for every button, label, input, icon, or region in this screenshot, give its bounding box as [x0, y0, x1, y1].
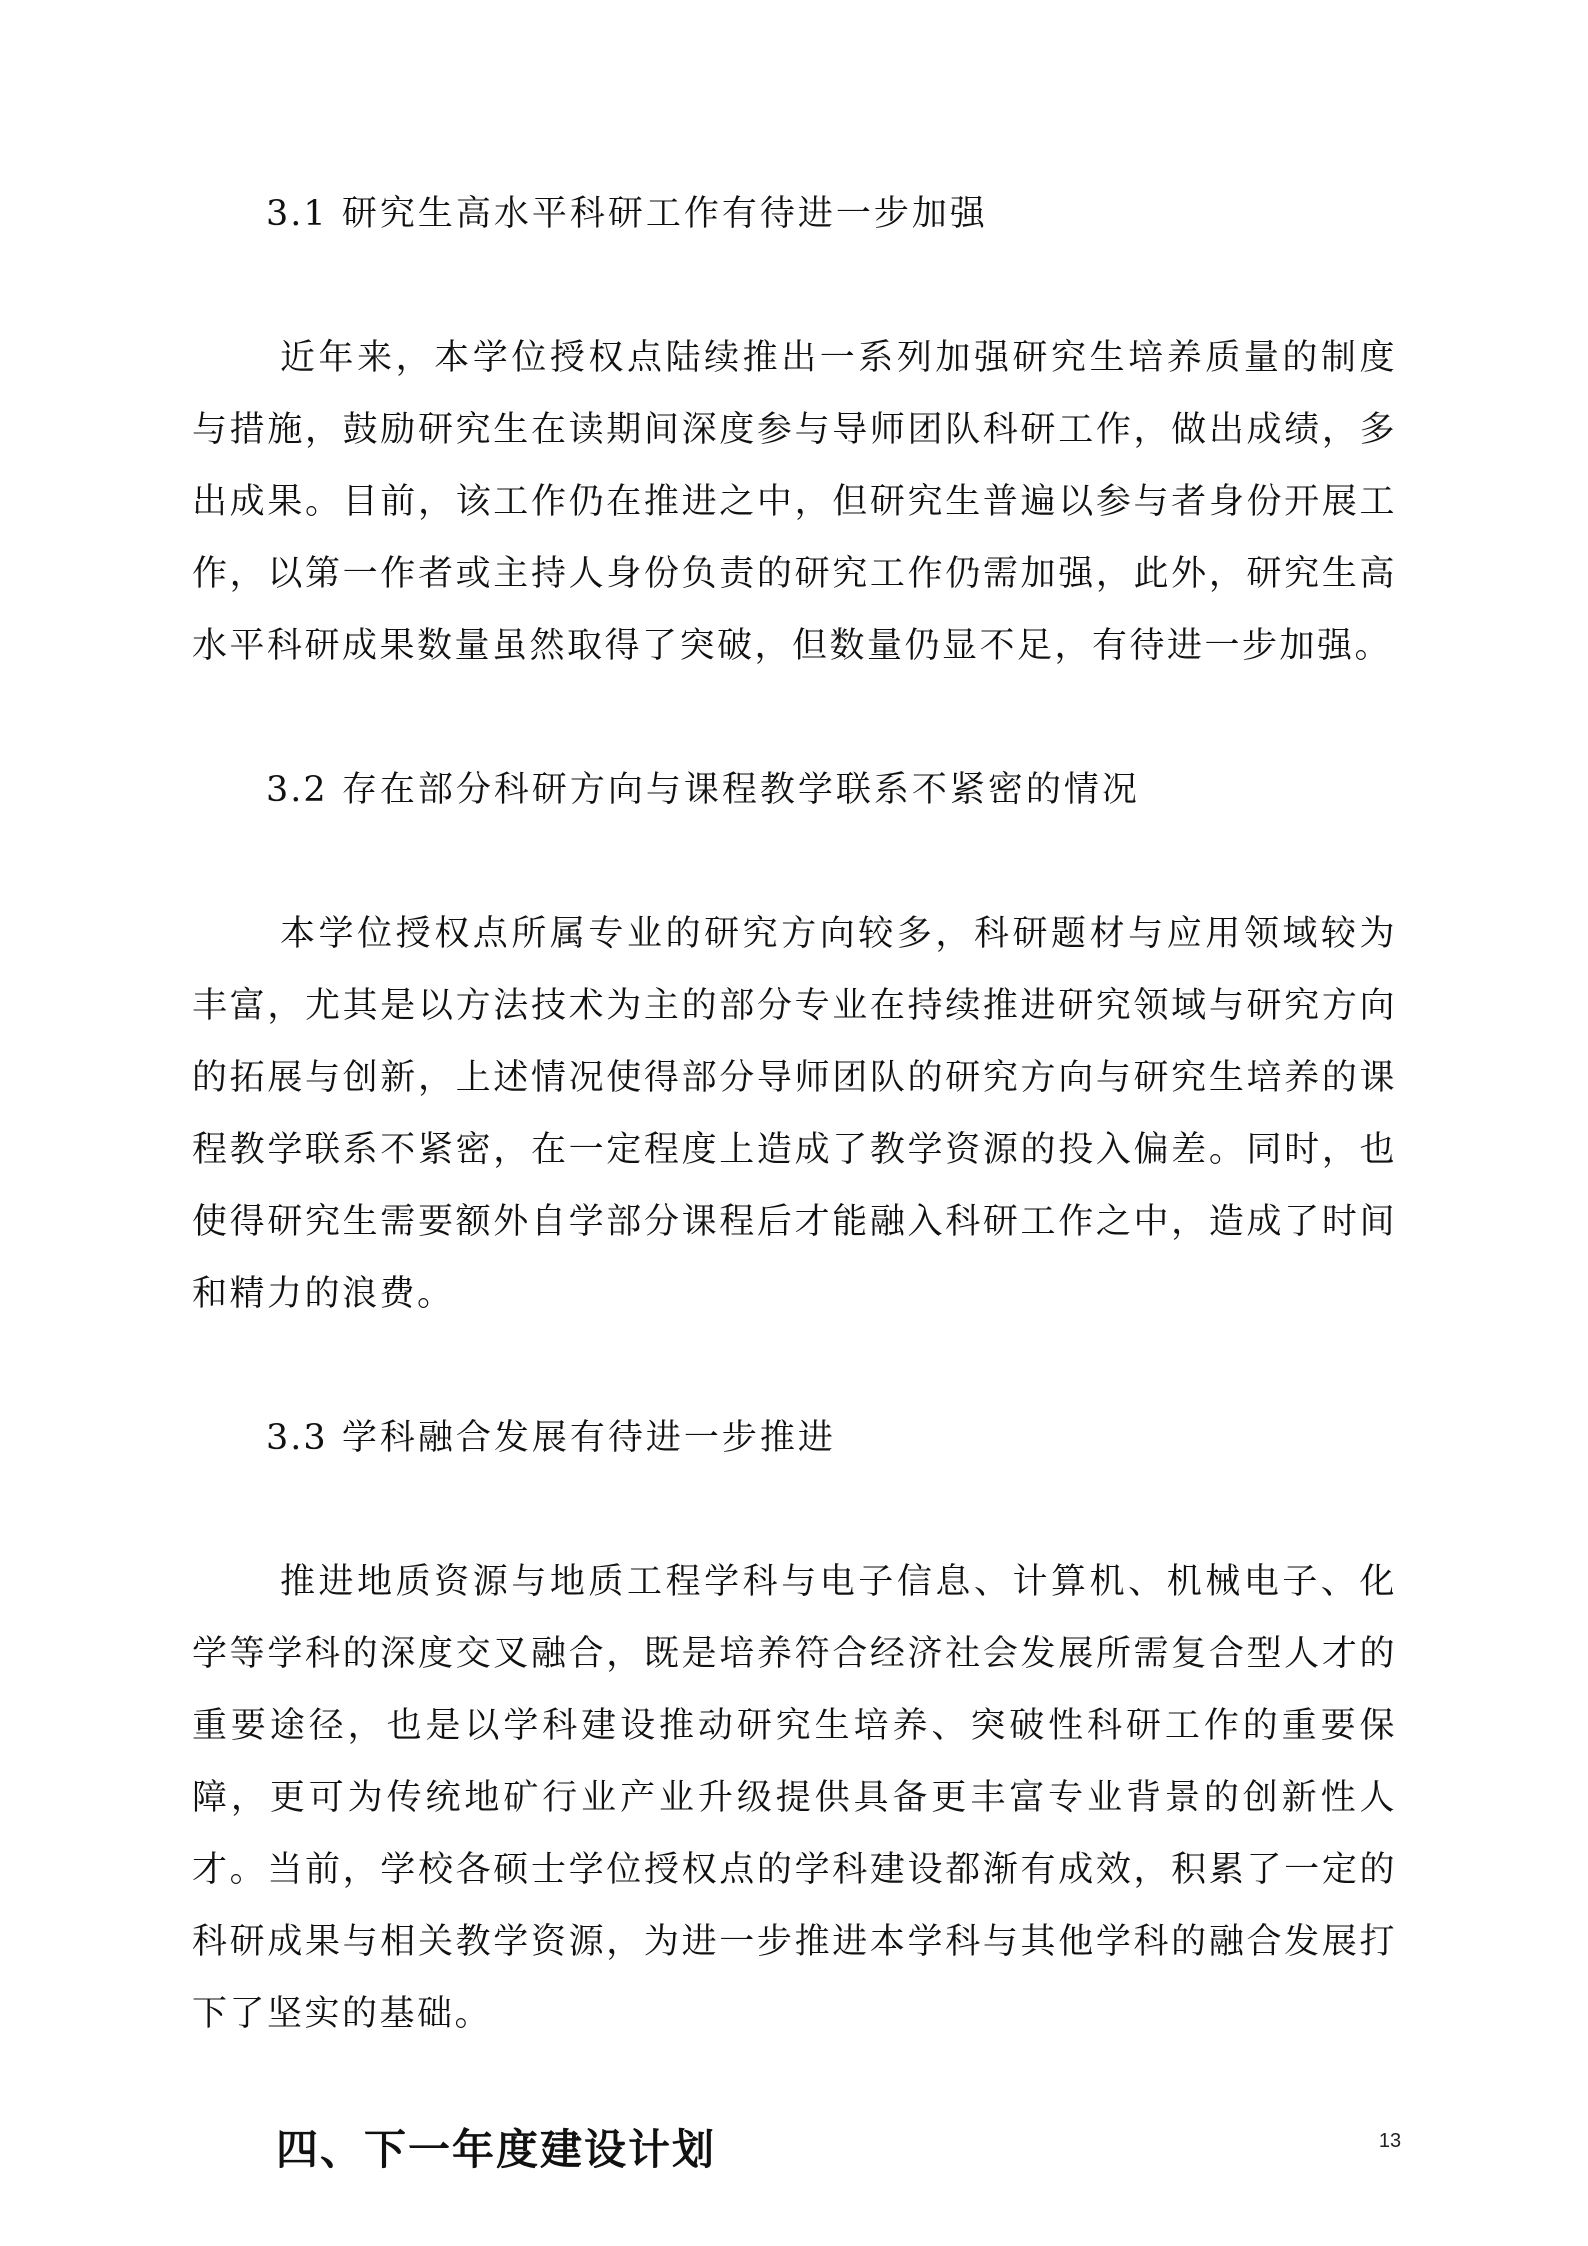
paragraph-3-3: 推进地质资源与地质工程学科与电子信息、计算机、机械电子、化学等学科的深度交叉融合，既是培养符合经济社会发展所需复合型人才的重要途径，也是以学科建设推动研究生培养、突破性科研工作的重要保障，更可为传统地矿行业产业升级提供具备更丰富专业背景的创新性人才。当前，学校各硕士学位授权点的学科建设都渐有成效，积累了一定的科研成果与相关教学资源，为进一步推进本学科与其他学科的融合发展打下了坚实的基础。 [192, 1562, 1397, 2034]
subsection-heading-3-2 [192, 754, 1397, 826]
section-heading-4: 四、下一年度建设计划 [276, 2125, 717, 2174]
subsection-title: 研究生高水平科研工作有待进一步加强 [341, 194, 988, 234]
page-number: 13 [1378, 2130, 1402, 2152]
page-content [192, 178, 1397, 2186]
subsection-heading-3-1 [192, 178, 1397, 250]
subsection-heading-3-3 [192, 1402, 1397, 1474]
paragraph-3-1: 近年来，本学位授权点陆续推出一系列加强研究生培养质量的制度与措施，鼓励研究生在读期间深度参与导师团队科研工作，做出成绩，多出成果。目前，该工作仍在推进之中，但研究生普遍以参与者身份开展工作，以第一作者或主持人身份负责的研究工作仍需加强，此外，研究生高水平科研成果数量虽然取得了突破，但数量仍显不足，有待进一步加强。 [192, 338, 1397, 666]
subsection-number: 3.2 [266, 770, 328, 810]
subsection-title: 存在部分科研方向与课程教学联系不紧密的情况 [341, 770, 1140, 810]
subsection-title: 学科融合发展有待进一步推进 [341, 1418, 836, 1458]
subsection-number: 3.3 [266, 1418, 328, 1458]
paragraph-3-2: 本学位授权点所属专业的研究方向较多，科研题材与应用领域较为丰富，尤其是以方法技术为主的部分专业在持续推进研究领域与研究方向的拓展与创新，上述情况使得部分导师团队的研究方向与研究生培养的课程教学联系不紧密，在一定程度上造成了教学资源的投入偏差。同时，也使得研究生需要额外自学部分课程后才能融入科研工作之中，造成了时间和精力的浪费。 [192, 914, 1397, 1314]
subsection-number: 3.1 [266, 194, 328, 234]
